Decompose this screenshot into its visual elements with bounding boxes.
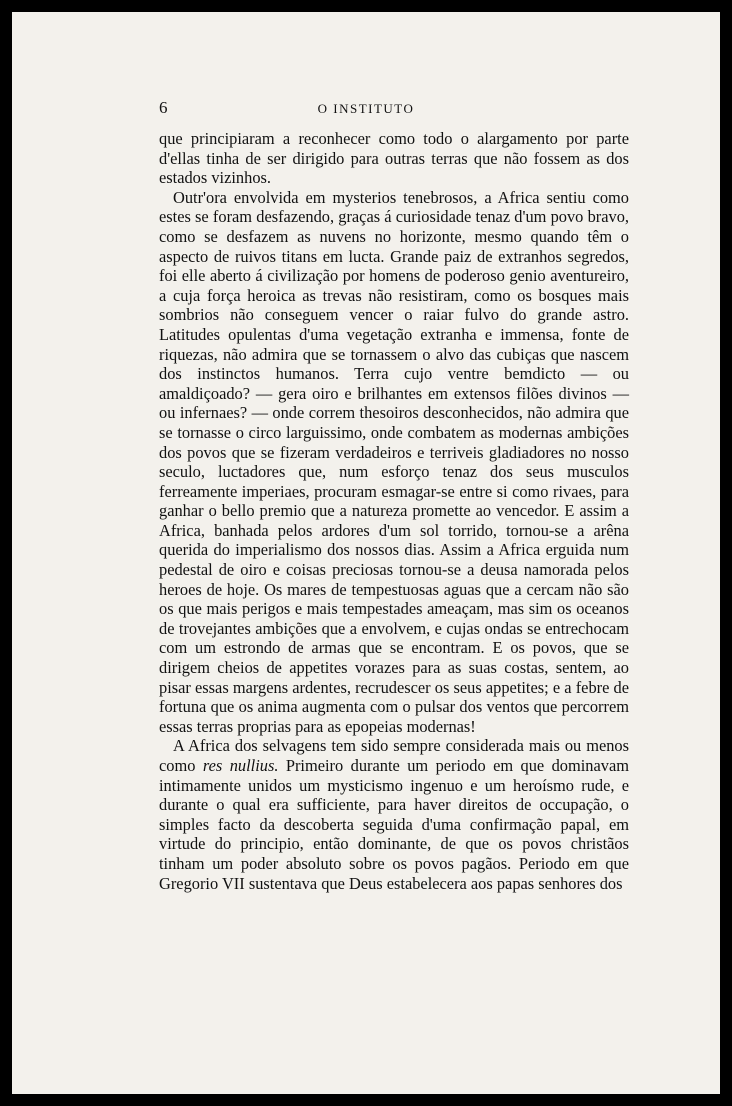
paragraph-2 [159,188,629,737]
page-header [12,98,720,120]
book-page [12,12,720,1094]
italic-phrase: res nullius. [202,756,279,775]
paragraph-text: Outr'ora envolvida em mysterios tenebrosos, a Africa sentiu como estes se foram desfazendo, graças á curiosidade tenaz d'um povo bravo, como se desfazem as nuvens no horizonte, mesmo quando têm o aspecto de ruivos titans em lucta. Grande paiz de extranhos segredos, foi elle aberto á civilização por homens de poderoso genio aventureiro, a cuja força heroica as trevas não resistiram, como os bosques mais sombrios não conseguem vencer o raiar fulvo do grande astro. Latitudes opulentas d'uma vegetação extranha e immensa, fonte de riquezas, não admira que se tornassem o alvo das cubiças que nascem dos instinctos humanos. Terra cujo ventre bemdicto — ou amaldiçoado? — gera oiro e brilhantes em extensos filões divinos — ou infernaes? — onde correm thesoiros desconhecidos, não admira que se tornasse o circo larguissimo, onde combatem as modernas ambições dos povos que se fizeram verdadeiros e terriveis gladiadores no nosso seculo, luctadores que, num esforço tenaz dos seus musculos ferreamente imperiaes, procuram esmagar-se entre si como rivaes, para ganhar o bello premio que a natureza promette ao vencedor. E assim a Africa, banhada pelos ardores d'um sol torrido, tornou-se a arêna querida do imperialismo dos nossos dias. Assim a Africa erguida num pedestal de oiro e coisas preciosas tornou-se a deusa namorada pelos heroes de hoje. Os mares de tempestuosas aguas que a cercam não são os que mais perigos e mais tempestades ameaçam, mas sim os oceanos de trovejantes ambições que a envolvem, e cujas ondas se entrechocam com um estrondo de armas que se encontram. E os povos, que se dirigem cheios de appetites vorazes para as suas costas, sentem, ao pisar essas margens ardentes, recrudescer os seus appetites; e a febre de fortuna que os anima augmenta com o pulsar dos ventos que percorrem essas terras proprias para as epopeias modernas! [159,187,629,736]
paragraph-text: A Africa dos selvagens tem sido sempre considerada mais ou menos como [159,736,629,775]
running-title: O INSTITUTO [317,101,415,116]
body-text [159,129,629,893]
paragraph-3 [159,736,629,893]
paragraph-text: que principiaram a reconhecer como todo o alargamento por parte d'ellas tinha de ser dirigido para outras terras que não fossem as dos estados vizinhos. [159,129,629,188]
page-number: 6 [159,98,168,117]
paragraph-text: Primeiro durante um periodo em que dominavam intimamente unidos um mysticismo ingenuo e um heroísmo rude, e durante o qual era sufficiente, para haver direitos de occupação, o simples facto da descoberta seguida d'uma confirmação papal, em virtude do principio, então dominante, de que os povos christãos tinham um poder absoluto sobre os povos pagãos. Periodo em que Gregorio VII sustentava que Deus estabelecera aos papas senhores dos [159,756,629,893]
paragraph-1 [159,129,629,188]
